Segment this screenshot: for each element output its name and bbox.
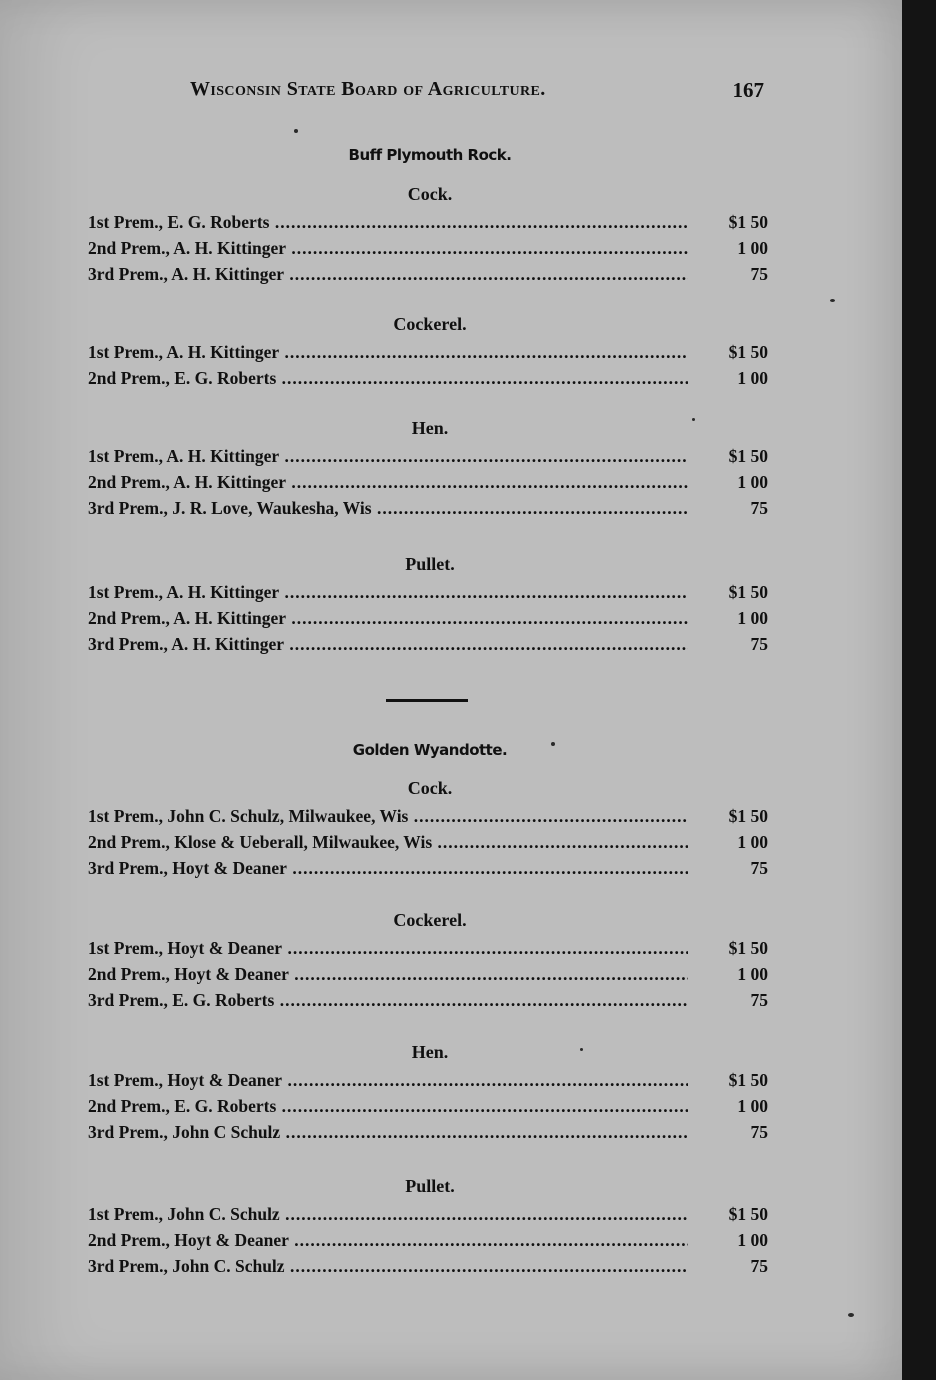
premium-amount: 1 00 (698, 470, 768, 494)
header-title: Wisconsin State Board of Agriculture. (190, 78, 546, 100)
premium-row (88, 1254, 768, 1278)
section-divider (386, 699, 468, 702)
premium-entry: 3rd Prem., John C. Schulz ..... (88, 1254, 688, 1278)
premium-entry: 2nd Prem., Hoyt & Deaner ..... (88, 1228, 688, 1252)
premium-entry: 1st Prem., E. G. Roberts ..... (88, 210, 688, 234)
premium-entry: 2nd Prem., A. H. Kittinger ..... (88, 606, 688, 630)
premium-entry: 2nd Prem., E. G. Roberts ..... (88, 1094, 688, 1118)
premium-amount: 1 00 (698, 1228, 768, 1252)
premium-amount: 1 00 (698, 962, 768, 986)
premium-amount: $1 50 (698, 1068, 768, 1092)
premium-entry: 1st Prem., John C. Schulz ..... (88, 1202, 688, 1226)
premium-entry: 1st Prem., Hoyt & Deaner ..... (88, 1068, 688, 1092)
premium-amount: $1 50 (698, 1202, 768, 1226)
premium-entry: 3rd Prem., E. G. Roberts ..... (88, 988, 688, 1012)
premium-amount: 75 (698, 632, 768, 656)
premium-row (88, 444, 768, 468)
premium-row (88, 936, 768, 960)
premium-row (88, 856, 768, 880)
class-label: Cockerel. (393, 910, 467, 930)
premium-row (88, 470, 768, 494)
premium-row (88, 1120, 768, 1144)
section-title: Buff Plymouth Rock. (348, 146, 512, 164)
premium-amount: $1 50 (698, 580, 768, 604)
scan-speck (294, 129, 298, 133)
premium-row (88, 1202, 768, 1226)
premium-entry: 2nd Prem., E. G. Roberts ..... (88, 366, 688, 390)
premium-row (88, 340, 768, 364)
premium-entry: 1st Prem., A. H. Kittinger ..... (88, 444, 688, 468)
premium-amount: 1 00 (698, 1094, 768, 1118)
premium-entry: 3rd Prem., J. R. Love, Waukesha, Wis ..... (88, 496, 688, 520)
premium-entry: 1st Prem., A. H. Kittinger ..... (88, 340, 688, 364)
page-number: 167 (732, 78, 764, 102)
premium-row (88, 236, 768, 260)
premium-amount: $1 50 (698, 210, 768, 234)
scan-speck (551, 742, 555, 746)
premium-row (88, 580, 768, 604)
scan-speck (692, 418, 695, 421)
premium-amount: $1 50 (698, 444, 768, 468)
premium-amount: $1 50 (698, 936, 768, 960)
premium-entry: 2nd Prem., A. H. Kittinger ..... (88, 470, 688, 494)
premium-entry: 3rd Prem., John C Schulz ..... (88, 1120, 688, 1144)
premium-row (88, 606, 768, 630)
premium-row (88, 804, 768, 828)
premium-amount: 75 (698, 1120, 768, 1144)
premium-row (88, 366, 768, 390)
class-label: Cockerel. (393, 314, 467, 334)
class-label: Cock. (407, 184, 453, 204)
premium-amount: 75 (698, 496, 768, 520)
scan-speck (580, 1048, 583, 1051)
scan-speck (830, 299, 835, 302)
premium-entry: 2nd Prem., A. H. Kittinger ..... (88, 236, 688, 260)
premium-row (88, 496, 768, 520)
premium-row (88, 988, 768, 1012)
premium-entry: 2nd Prem., Hoyt & Deaner ..... (88, 962, 688, 986)
premium-amount: 75 (698, 988, 768, 1012)
premium-entry: 3rd Prem., A. H. Kittinger ..... (88, 632, 688, 656)
premium-amount: 1 00 (698, 606, 768, 630)
class-label: Hen. (411, 418, 449, 438)
premium-amount: 75 (698, 262, 768, 286)
premium-amount: 75 (698, 1254, 768, 1278)
class-label: Pullet. (405, 554, 455, 574)
premium-amount: $1 50 (698, 340, 768, 364)
class-label: Cock. (407, 778, 453, 798)
premium-entry: 2nd Prem., Klose & Ueberall, Milwaukee, Wis ..... (88, 830, 688, 854)
premium-row (88, 962, 768, 986)
premium-amount: 75 (698, 856, 768, 880)
premium-amount: 1 00 (698, 236, 768, 260)
premium-row (88, 1068, 768, 1092)
premium-entry: 3rd Prem., Hoyt & Deaner ..... (88, 856, 688, 880)
premium-amount: 1 00 (698, 366, 768, 390)
premium-row (88, 1228, 768, 1252)
running-header (190, 78, 770, 108)
premium-entry: 1st Prem., A. H. Kittinger ..... (88, 580, 688, 604)
class-label: Hen. (411, 1042, 449, 1062)
premium-row (88, 262, 768, 286)
scan-edge (902, 0, 936, 1380)
premium-amount: 1 00 (698, 830, 768, 854)
premium-row (88, 632, 768, 656)
premium-row (88, 210, 768, 234)
premium-entry: 3rd Prem., A. H. Kittinger ..... (88, 262, 688, 286)
section-title: Golden Wyandotte. (352, 741, 508, 759)
class-label: Pullet. (405, 1176, 455, 1196)
premium-entry: 1st Prem., John C. Schulz, Milwaukee, Wis ..... (88, 804, 688, 828)
premium-row (88, 830, 768, 854)
premium-row (88, 1094, 768, 1118)
scan-speck (848, 1313, 854, 1317)
premium-amount: $1 50 (698, 804, 768, 828)
premium-entry: 1st Prem., Hoyt & Deaner ..... (88, 936, 688, 960)
